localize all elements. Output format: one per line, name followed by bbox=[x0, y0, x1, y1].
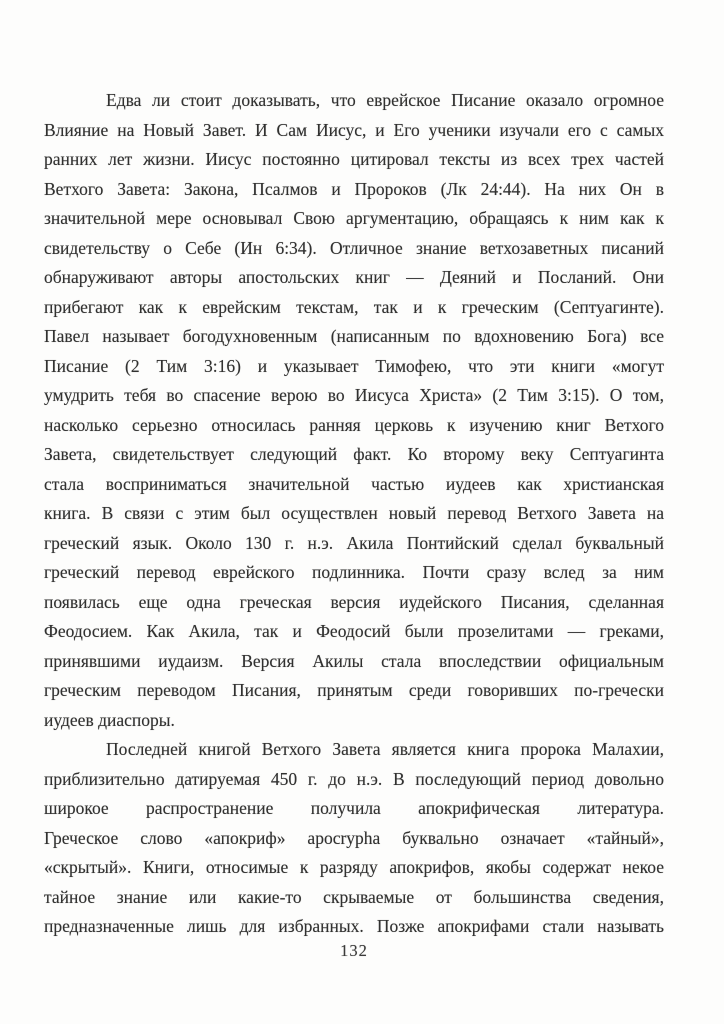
text-line: книга. В связи с этим был осуществлен новый перевод Ветхого Завета на bbox=[44, 503, 664, 523]
text-line: Греческое слово «апокриф» apocrypha буквально означает «тайный», bbox=[44, 827, 664, 848]
text-line: стала восприниматься значительной частью иудеев как христианская bbox=[44, 473, 664, 494]
text-line: иудеев диаспоры. bbox=[44, 709, 175, 730]
text-line: широкое распространение получила апокрифическая литература. bbox=[44, 798, 664, 818]
page-number: 132 bbox=[340, 941, 368, 960]
text-line: Влияние на Новый Завет. И Сам Иисус, и Его ученики изучали его с самых bbox=[44, 119, 664, 140]
text-line: Едва ли стоит доказывать, что еврейское Писание оказало огромное bbox=[106, 90, 664, 110]
text-line: прибегают как к еврейским текстам, так и к греческим (Септуагинте). bbox=[44, 296, 664, 317]
text-line: греческий язык. Около 130 г. н.э. Акила Понтийский сделал буквальный bbox=[44, 532, 664, 553]
text-line: ранних лет жизни. Иисус постоянно цитировал тексты из всех трех частей bbox=[44, 149, 664, 169]
text-line: тайное знание или какие-то скрываемые от большинства сведения, bbox=[44, 886, 664, 907]
text-line: Павел называет богодухновенным (написанным по вдохновению Бога) все bbox=[44, 326, 664, 346]
text-line: греческий перевод еврейского подлинника. Почти сразу вслед за ним bbox=[44, 562, 664, 582]
text-line: Завета, свидетельствует следующий факт. Ко второму веку Септуагинта bbox=[44, 444, 664, 464]
text-line: Писание (2 Тим 3:16) и указывает Тимофею, что эти книги «могут bbox=[44, 355, 664, 376]
text-line: насколько серьезно относилась ранняя церковь к изучению книг Ветхого bbox=[44, 414, 664, 435]
text-line: принявшими иудаизм. Версия Акилы стала впоследствии официальным bbox=[44, 650, 664, 671]
text-line: значительной мере основывал Свою аргументацию, обращаясь к ним как к bbox=[44, 208, 664, 228]
text-line: греческим переводом Писания, принятым среди говоривших по-гречески bbox=[44, 680, 664, 700]
paragraph-2 bbox=[44, 735, 664, 942]
text-line: обнаруживают авторы апостольских книг — Деяний и Посланий. Они bbox=[44, 267, 664, 287]
paragraph-1 bbox=[44, 86, 664, 735]
text-line: Ветхого Завета: Закона, Псалмов и Пророков (Лк 24:44). На них Он в bbox=[44, 178, 664, 199]
text-line: свидетельству о Себе (Ин 6:34). Отличное знание ветхозаветных писаний bbox=[44, 237, 664, 258]
text-line: предназначенные лишь для избранных. Позже апокрифами стали называть bbox=[44, 916, 664, 936]
text-line: Последней книгой Ветхого Завета является книга пророка Малахии, bbox=[106, 739, 664, 759]
text-line: умудрить тебя во спасение верою во Иисуса Христа» (2 Тим 3:15). О том, bbox=[44, 385, 664, 405]
text-block bbox=[44, 86, 664, 942]
text-line: Феодосием. Как Акила, так и Феодосий были прозелитами — греками, bbox=[44, 621, 664, 641]
text-line: приблизительно датируемая 450 г. до н.э. В последующий период довольно bbox=[44, 768, 664, 789]
text-line: появилась еще одна греческая версия иудейского Писания, сделанная bbox=[44, 591, 664, 612]
text-line: «скрытый». Книги, относимые к разряду апокрифов, якобы содержат некое bbox=[44, 857, 664, 877]
